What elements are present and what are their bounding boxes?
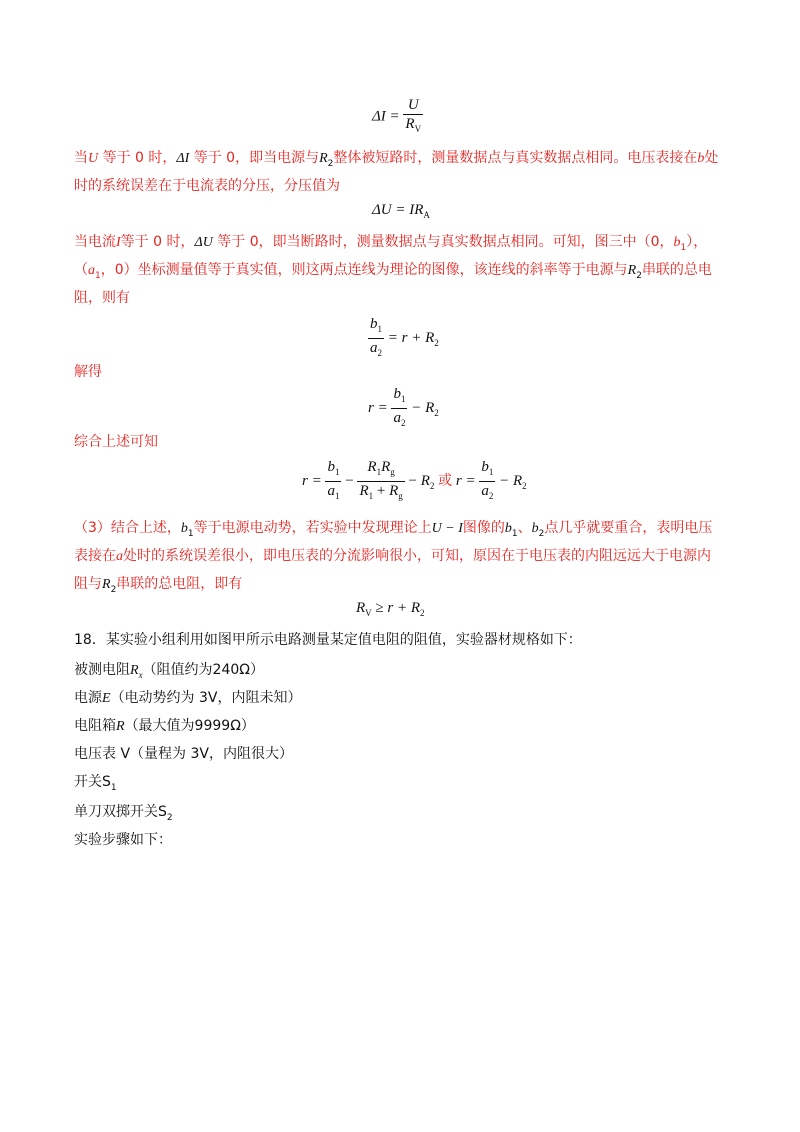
paragraph-line: 时的系统误差在于电流表的分压，分压值为 xyxy=(74,178,340,194)
equipment-item: 电源E（电动势约为 3V，内阻未知） xyxy=(74,690,302,706)
formula-delta-i: ΔI = $\frac{U}{R_V}$ xyxy=(372,97,422,134)
paragraph-line: （$a_1$，0）坐标测量值等于真实值，则这两点连线为理论的图像，该连线的斜率等于电源与$R_2$串联的总电 xyxy=(74,262,712,281)
equipment-item: 被测电阻$R_x$（阻值约为240Ω） xyxy=(74,662,264,680)
equipment-item: 电压表 V（量程为 3V，内阻很大） xyxy=(74,746,293,762)
paragraph-line: 当电流I等于 0 时，ΔU 等于 0，即当断路时，测量数据点与真实数据点相同。可知，图三中（0，$b_1$）， xyxy=(74,234,708,253)
equipment-item: 单刀双掷开关$S_2$ xyxy=(74,804,173,823)
formula-inequality: $R_V \ge r + R_2$ xyxy=(356,600,425,618)
steps-heading: 实验步骤如下： xyxy=(74,832,172,848)
formula-slope: $\frac{b_1}{a_2}$ = $r + R_2$ xyxy=(370,316,439,358)
paragraph-line: 阻与$R_2$串联的总电阻，即有 xyxy=(74,576,243,595)
paragraph-line: 解得 xyxy=(74,364,102,380)
paragraph-line: 表接在a处时的系统误差很小，即电压表的分流影响很小，可知，原因在于电压表的内阻远远大于电源内 xyxy=(74,548,711,564)
question-18: 18．某实验小组利用如图甲所示电路测量某定值电阻的阻值，实验器材规格如下： xyxy=(74,632,582,648)
paragraph-line: （3）结合上述，$b_1$等于电源电动势，若实验中发现理论上U − I图像的$b_1$、$b_2$点几乎就要重合，表明电压 xyxy=(74,520,713,539)
formula-r: r = $\frac{b_1}{a_2}$ − $R_2$ xyxy=(368,386,439,428)
equipment-item: 开关$S_1$ xyxy=(74,774,117,793)
formula-delta-u: $\Delta U = IR_A$ xyxy=(372,202,430,220)
formula-combined: r = $\frac{b_1}{a_1}$ − $\frac{R_1R_g}{R_1 + R_g}$ − $R_2$ 或 r = $\frac{b_1}{a_2}$ − $R_2$ xyxy=(302,459,527,501)
paragraph-line: 阻，则有 xyxy=(74,290,130,306)
paragraph-line: 综合上述可知 xyxy=(74,434,158,450)
equipment-item: 电阻箱R（最大值为9999Ω） xyxy=(74,718,255,734)
paragraph-line: 当U 等于 0 时，ΔI 等于 0，即当电源与$R_2$整体被短路时，测量数据点与真实数据点相同。电压表接在b处 xyxy=(74,150,719,169)
